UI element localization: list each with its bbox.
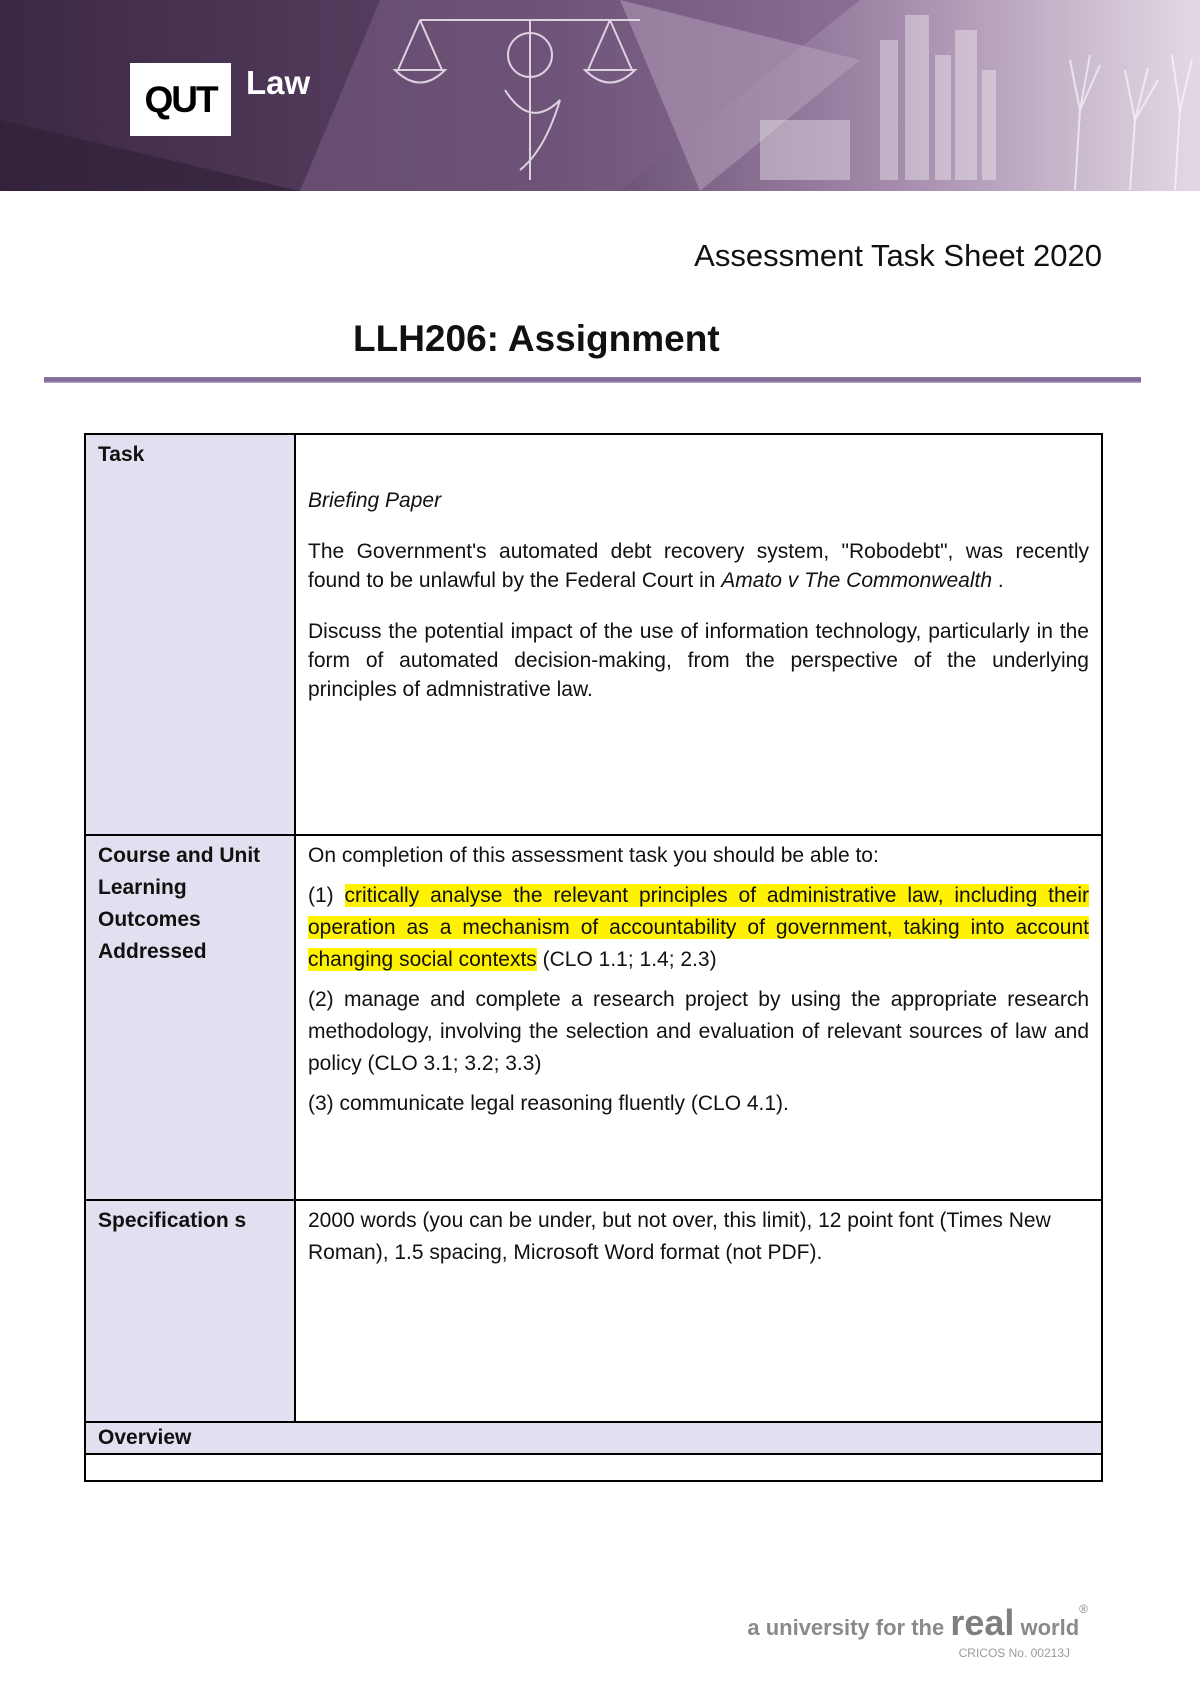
overview-content bbox=[85, 1454, 1102, 1481]
tagline-world: world bbox=[1014, 1615, 1080, 1640]
overview-content-row bbox=[85, 1454, 1102, 1481]
case-name: Amato v The Commonwealth bbox=[721, 569, 993, 592]
outcome-item-3: (3) communicate legal reasoning fluently (CLO 4.1). bbox=[308, 1092, 789, 1115]
specifications-content bbox=[295, 1200, 1102, 1422]
outcome-item-1 bbox=[308, 880, 1089, 976]
header-banner bbox=[0, 0, 1200, 191]
task-row bbox=[85, 434, 1102, 835]
outcome-item-1-highlight: critically analyse the relevant principles of administrative law, including their operation as a mechanism of accountability of government, taking into account changing social contexts bbox=[308, 884, 1090, 971]
task-heading: Briefing Paper bbox=[308, 489, 442, 512]
page-title: LLH206: Assignment bbox=[353, 318, 720, 359]
outcomes-intro: On completion of this assessment task you should be able to: bbox=[308, 844, 879, 867]
qut-logo-text: QUT bbox=[144, 78, 217, 120]
overview-row bbox=[85, 1422, 1102, 1454]
outcome-item-2: (2) manage and complete a research project by using the appropriate research methodology, involving the selection and evaluation of relevant sources of law and policy (CLO 3.1; 3.2; 3.3) bbox=[308, 988, 1089, 1075]
overview-label: Overview bbox=[85, 1422, 1102, 1454]
task-content bbox=[295, 434, 1102, 835]
outcome-item-1-clo: (CLO 1.1; 1.4; 2.3) bbox=[536, 948, 717, 971]
outcomes-content bbox=[295, 835, 1102, 1200]
tagline-prefix: a university for the bbox=[747, 1615, 951, 1640]
specifications-text: 2000 words (you can be under, but not over, this limit), 12 point font (Times New Roman), 1.5 spacing, Microsoft Word format (not PDF). bbox=[308, 1209, 1051, 1264]
specifications-row bbox=[85, 1200, 1102, 1422]
task-paragraph-1-text: The Government's automated debt recovery system, "Robodebt", was recently found to be unlawful by the Federal Court in bbox=[308, 540, 1089, 592]
sheet-title: Assessment Task Sheet 2020 bbox=[694, 238, 1102, 273]
task-paragraph-2: Discuss the potential impact of the use of information technology, particularly in the form of automated decision-making, from the perspective of the underlying principles of admnistrative law. bbox=[308, 620, 1089, 701]
outcome-item-1-number: (1) bbox=[308, 884, 345, 907]
tagline-real: real bbox=[950, 1602, 1015, 1643]
title-divider bbox=[44, 377, 1141, 383]
task-paragraph-1-end: . bbox=[992, 569, 1004, 592]
footer-tagline bbox=[747, 1602, 1088, 1644]
task-label: Task bbox=[85, 434, 295, 835]
task-paragraph-1 bbox=[308, 537, 1089, 595]
outcomes-label: Course and Unit Learning Outcomes Addressed bbox=[85, 835, 295, 1200]
outcomes-row bbox=[85, 835, 1102, 1200]
registered-mark: ® bbox=[1079, 1602, 1088, 1616]
faculty-name: Law bbox=[246, 64, 311, 101]
assessment-table bbox=[84, 433, 1103, 1482]
specifications-label: Specification s bbox=[85, 1200, 295, 1422]
qut-logo bbox=[130, 63, 231, 136]
cricos-number: CRICOS No. 00213J bbox=[958, 1646, 1070, 1660]
